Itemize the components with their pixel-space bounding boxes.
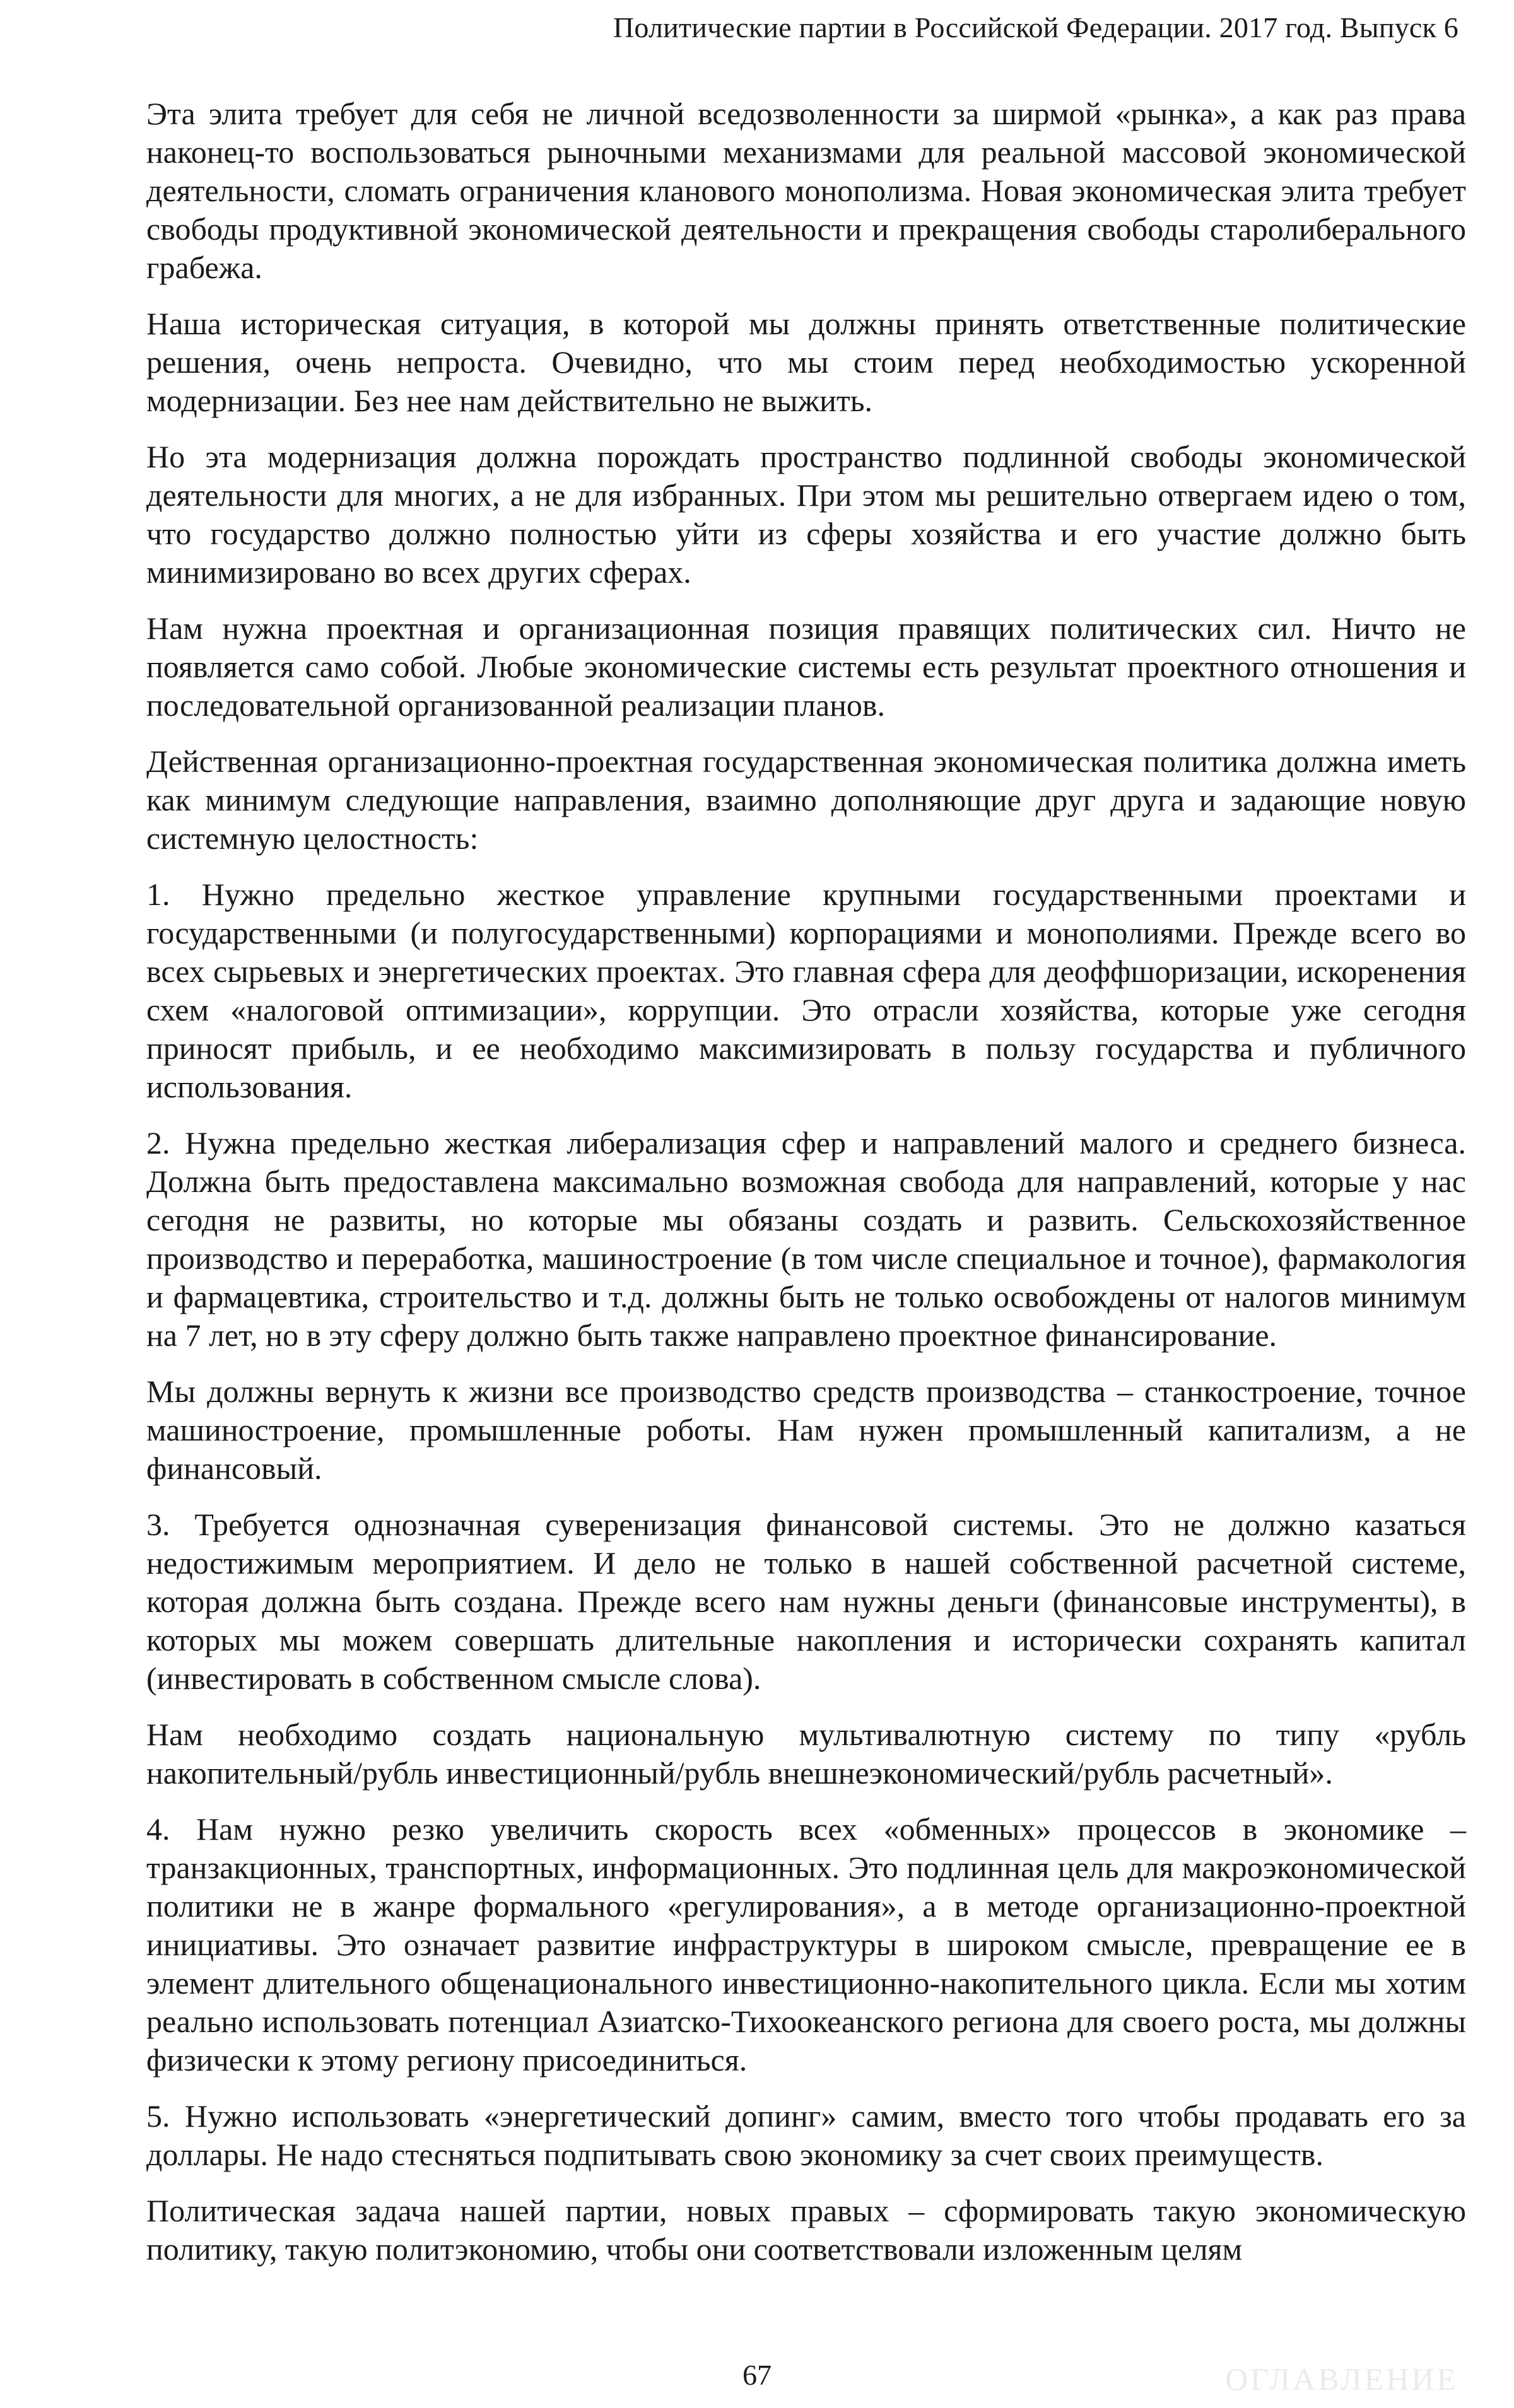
page-body [146,95,1466,2286]
paragraph: Но эта модернизация должна порождать пространство подлинной свободы экономической деятельности для многих, а не для избранных. При этом мы решительно отвергаем идею о том, что государство должно полностью уйти из сферы хозяйства и его участие должно быть минимизировано во всех других сферах. [146,439,1466,590]
list-item-paragraph: 5. Нужно использовать «энергетический допинг» самим, вместо того чтобы продавать его за доллары. Не надо стесняться подпитывать свою экономику за счет своих преимуществ. [146,2098,1466,2172]
paragraph: Нам нужна проектная и организационная позиция правящих политических сил. Ничто не появляется само собой. Любые экономические системы есть результат проектного отношения и последовательной организованной реализации планов. [146,611,1466,723]
paragraph: Мы должны вернуть к жизни все производство средств производства – станкостроение, точное машиностроение, промышленные роботы. Нам нужен промышленный капитализм, а не финансовый. [146,1374,1466,1486]
paragraph: Наша историческая ситуация, в которой мы должны принять ответственные политические решения, очень непроста. Очевидно, что мы стоим перед необходимостью ускоренной модернизации. Без нее нам действительно не выжить. [146,306,1466,418]
paragraph: Эта элита требует для себя не личной вседозволенности за ширмой «рынка», а как раз права наконец-то воспользоваться рыночными механизмами для реальной массовой экономической деятельности, сломать ограничения кланового монополизма. Новая экономическая элита требует свободы продуктивной экономической деятельности и прекращения свободы старолиберального грабежа. [146,96,1466,285]
paragraph: Политическая задача нашей партии, новых правых – сформировать такую экономическую политику, такую политэкономию, чтобы они соответствовали изложенным целям [146,2193,1466,2267]
list-item-paragraph: 2. Нужна предельно жесткая либерализация сфер и направлений малого и среднего бизнеса. Должна быть предоставлена максимально возможная свобода для направлений, которые у нас сегодня не развиты, но которые мы обязаны создать и развить. Сельскохозяйственное производство и переработка, машиностроение (в том числе специальное и точное), фармакология и фармацевтика, строительство и т.д. должны быть не только освобождены от налогов минимум на 7 лет, но в эту сферу должно быть также направлено проектное финансирование. [146,1125,1466,1353]
list-item-paragraph: 4. Нам нужно резко увеличить скорость всех «обменных» процессов в экономике – транзакционных, транспортных, информационных. Это подлинная цель для макроэкономической политики не в жанре формального «регулирования», а в методе организационно-проектной инициативы. Это означает развитие инфраструктуры в широком смысле, превращение ее в элемент длительного общенационального инвестиционно-накопительного цикла. Если мы хотим реально использовать потенциал Азиатско-Тихоокеанского региона для своего роста, мы должны физически к этому региону присоединиться. [146,1811,1466,2078]
page-number: 67 [742,2359,772,2391]
running-header: Политические партии в Российской Федерации. 2017 год. Выпуск 6 [613,11,1458,44]
list-item-paragraph: 1. Нужно предельно жесткое управление крупными государственными проектами и государственными (и полугосударственными) корпорациями и монополиями. Прежде всего во всех сырьевых и энергетических проектах. Это главная сфера для деоффшоризации, искоренения схем «налоговой оптимизации», коррупции. Это отрасли хозяйства, которые уже сегодня приносят прибыль, и ее необходимо максимизировать в пользу государства и публичного использования. [146,877,1466,1104]
paragraph: Нам необходимо создать национальную мультивалютную систему по типу «рубль накопительный/рубль инвестиционный/рубль внешнеэкономический/рубль расчетный». [146,1717,1466,1791]
toc-link[interactable]: ОГЛАВЛЕНИЕ [1225,2361,1458,2397]
paragraph: Действенная организационно-проектная государственная экономическая политика должна иметь как минимум следующие направления, взаимно дополняющие друг друга и задающие новую системную целостность: [146,744,1466,856]
list-item-paragraph: 3. Требуется однозначная суверенизация финансовой системы. Это не должно казаться недостижимым мероприятием. И дело не только в нашей собственной расчетной системе, которая должна быть создана. Прежде всего нам нужны деньги (финансовые инструменты), в которых мы можем совершать длительные накопления и исторически сохранять капитал (инвестировать в собственном смысле слова). [146,1507,1466,1696]
